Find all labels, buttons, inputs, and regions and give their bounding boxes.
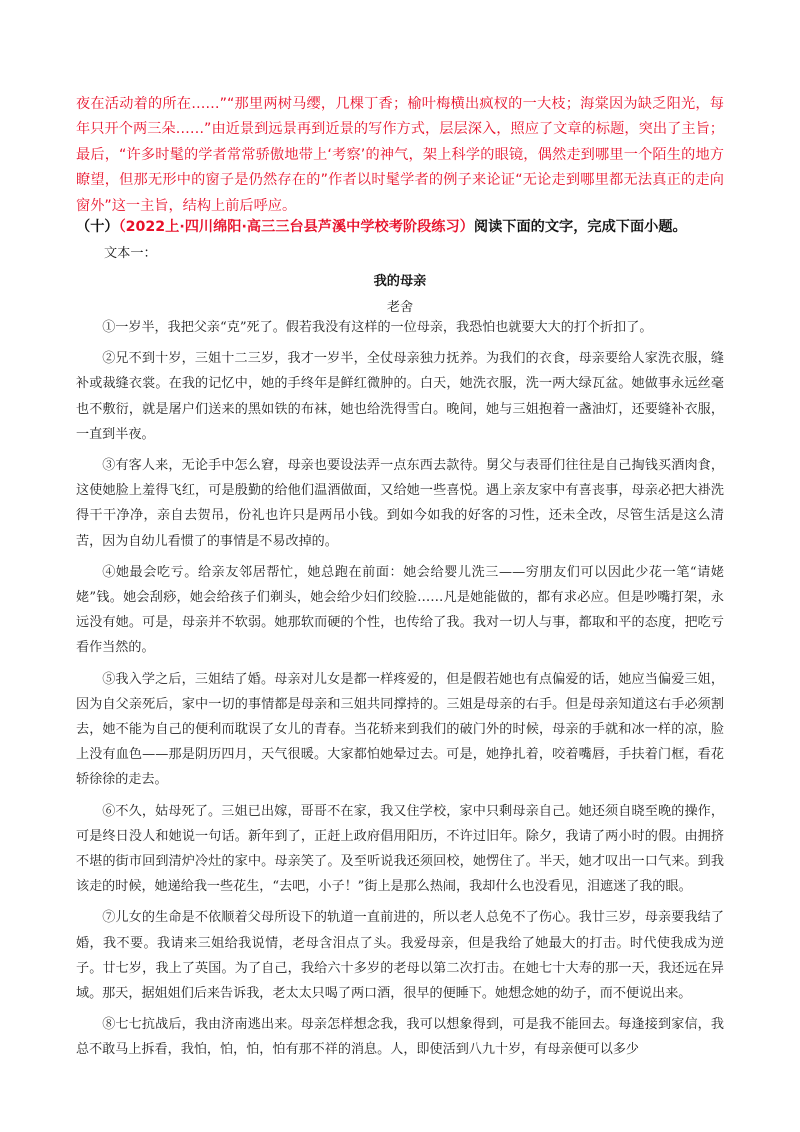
text-one-label: 文本一： [104,246,157,261]
article-body [76,315,724,1069]
article-paragraph: ③有客人来，无论手中怎么窘，母亲也要设法弄一点东西去款待。舅父与表哥们往往是自己掏钱买酒肉食，这使她脸上羞得飞红，可是殷勤的给他们温酒做面，又给她一些喜悦。遇上亲友家中有喜丧事，母亲必把大褂洗得干干净净，亲自去贺吊，份礼也许只是两吊小钱。到如今如我的好客的习性，还未全改，尽管生活是这么清苦，因为自幼儿看惯了的事情是不易改掉的。 [76,458,724,549]
article-paragraph: ①一岁半，我把父亲“克”死了。假若我没有这样的一位母亲，我恐怕也就要大大的打个折扣了。 [102,320,653,335]
question-instruction: 阅读下面的文字，完成下面小题。 [473,219,687,235]
question-source: （2022上·四川绵阳·高三三台县芦溪中学校考阶段练习） [118,219,474,235]
article-author: 老舍 [386,300,414,315]
question-number: （十） [76,219,119,235]
question-heading [76,215,724,239]
article-paragraph: ⑧七七抗战后，我由济南逃出来。母亲怎样想念我，我可以想象得到，可是我不能回去。每逢接到家信，我总不敢马上拆看，我怕，怕，怕，怕有那不祥的消息。人，即使活到八九十岁，有母亲便可以多少 [76,1017,724,1058]
article-title: 我的母亲 [373,274,427,289]
article-paragraph: ⑦儿女的生命是不依顺着父母所设下的轨道一直前进的，所以老人总免不了伤心。我廿三岁，母亲要我结了婚，我不要。我请来三姐给我说情，老母含泪点了头。我爱母亲，但是我给了她最大的打击。时代使我成为逆子。廿七岁，我上了英国。为了自己，我给六十多岁的老母以第二次打击。在她七十大寿的那一天，我还远在异域。那天，据姐姐们后来告诉我，老太太只喝了两口酒，很早的便睡下。她想念她的幼子，而不便说出来。 [76,910,724,1002]
answer-analysis-paragraph: 夜在活动着的所在……”“那里两树马缨，几棵丁香；榆叶梅横出疯杈的一大枝；海棠因为缺乏阳光，每年只开个两三朵……”由近景到远景再到近景的写作方式，层层深入，照应了文章的标题，突出了主旨；最后，“许多时髦的学者常常骄傲地带上‘考察’的神气，架上科学的眼镜，偶然走到哪里一个陌生的地方瞭望，但那无形中的窗子是仍然存在的”作者以时髦学者的例子来论证“无论走到哪里都无法真正的走向窗外”这一主旨，结构上前后呼应。 [76,96,724,214]
article-paragraph: ⑤我入学之后，三姐结了婚。母亲对儿女是都一样疼爱的，但是假若她也有点偏爱的话，她应当偏爱三姐，因为自父亲死后，家中一切的事情都是母亲和三姐共同撑持的。三姐是母亲的右手。但是母亲知道这右手必须割去，她不能为自己的便利而耽误了女儿的青春。当花轿来到我们的破门外的时候，母亲的手就和冰一样的凉，脸上没有血色——那是阴历四月，天气很暖。大家都怕她晕过去。可是，她挣扎着，咬着嘴唇，手扶着门框，看花轿徐徐的走去。 [76,671,724,788]
article-paragraph: ⑥不久，姑母死了。三姐已出嫁，哥哥不在家，我又住学校，家中只剩母亲自己。她还须自晓至晚的操作，可是终日没人和她说一句话。新年到了，正赶上政府倡用阳历，不许过旧年。除夕，我请了两小时的假。由拥挤不堪的街市回到清炉冷灶的家中。母亲笑了。及至听说我还须回校，她愣住了。半天，她才叹出一口气来。到我该走的时候，她递给我一些花生，“去吧，小子！”街上是那么热闹，我却什么也没看见，泪遮迷了我的眼。 [76,803,724,895]
article-paragraph: ②兄不到十岁，三姐十二三岁，我才一岁半，全仗母亲独力抚养。为我们的衣食，母亲要给人家洗衣服，缝补或裁缝衣裳。在我的记忆中，她的手终年是鲜红微肿的。白天，她洗衣服，洗一两大绿瓦盆。她做事永远丝毫也不敷衍，就是屠户们送来的黑如铁的布袜，她也给洗得雪白。晚间，她与三姐抱着一盏油灯，还要缝补衣服，一直到半夜。 [76,351,724,442]
article-paragraph: ④她最会吃亏。给亲友邻居帮忙，她总跑在前面：她会给婴儿洗三——穷朋友们可以因此少花一笔“请姥姥”钱。她会刮痧，她会给孩子们剃头，她会给少妇们绞脸……凡是她能做的，都有求必应。但是吵嘴打架，永远没有她。可是，母亲并不软弱。她那软而硬的个性，也传给了我。我对一切人与事，都取和平的态度，把吃亏看作当然的。 [76,564,724,656]
